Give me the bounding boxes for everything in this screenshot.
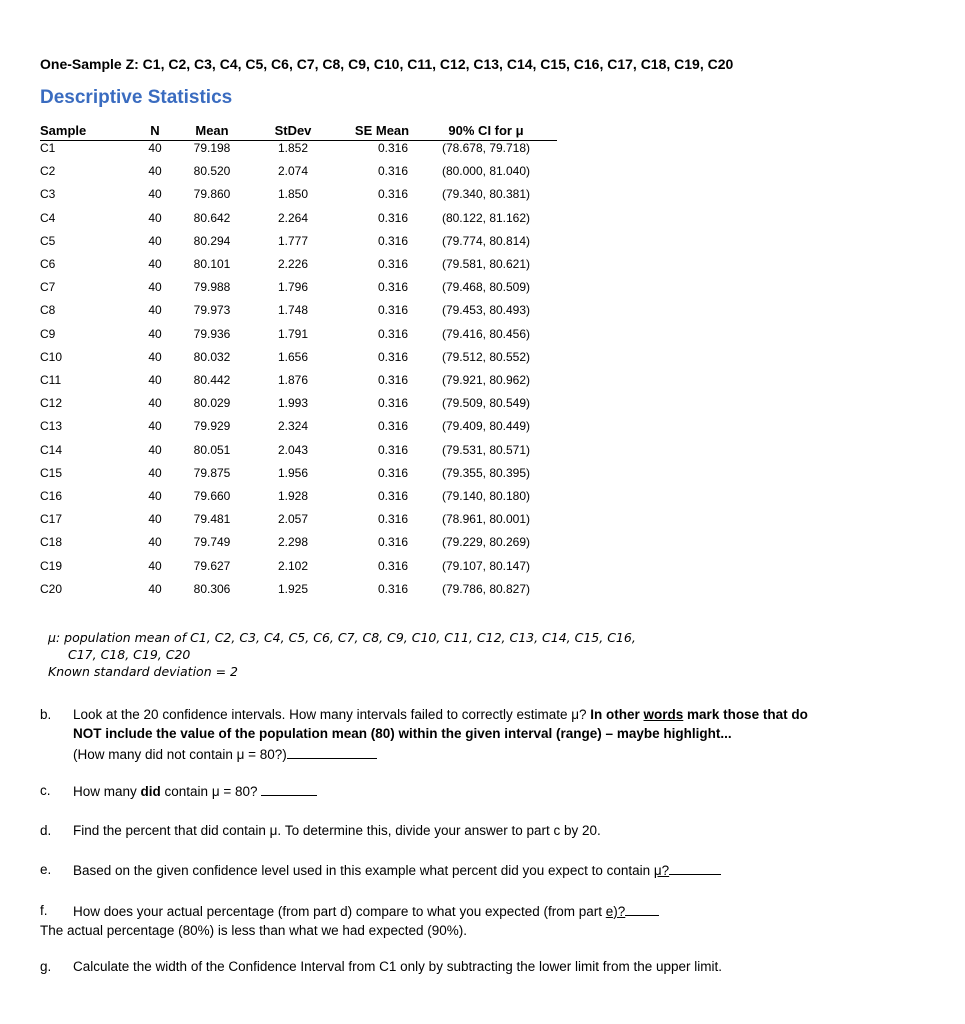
cell-n: 40 bbox=[148, 512, 162, 527]
table-row bbox=[0, 211, 965, 231]
cell-mean: 79.929 bbox=[193, 419, 231, 434]
cell-se-mean: 0.316 bbox=[377, 164, 409, 179]
cell-stdev: 1.796 bbox=[277, 280, 309, 295]
cell-mean: 79.973 bbox=[193, 303, 231, 318]
question-b-label: b. bbox=[40, 707, 52, 722]
cell-se-mean: 0.316 bbox=[377, 349, 409, 364]
cell-n: 40 bbox=[148, 233, 162, 248]
question-f-text: How does your actual percentage (from part d) compare to what you expected (from part bbox=[73, 904, 606, 919]
cell-n: 40 bbox=[148, 419, 162, 434]
cell-n: 40 bbox=[148, 303, 162, 318]
cell-ci: (79.509, 80.549) bbox=[441, 396, 531, 411]
table-row bbox=[0, 234, 965, 254]
cell-n: 40 bbox=[148, 465, 162, 480]
question-f-answer: The actual percentage (80%) is less than what we had expected (90%). bbox=[40, 923, 467, 938]
cell-stdev: 1.928 bbox=[277, 489, 309, 503]
cell-sample: C7 bbox=[40, 280, 56, 295]
cell-stdev: 1.925 bbox=[277, 581, 309, 596]
table-row bbox=[0, 489, 965, 509]
question-f-label: f. bbox=[40, 903, 48, 918]
cell-sample: C5 bbox=[40, 233, 56, 248]
cell-stdev: 1.876 bbox=[277, 373, 309, 387]
question-b-line3 bbox=[73, 746, 377, 762]
cell-sample: C14 bbox=[40, 442, 63, 457]
cell-ci: (79.581, 80.621) bbox=[441, 257, 531, 271]
cell-sample: C12 bbox=[40, 396, 63, 411]
cell-stdev: 2.074 bbox=[277, 164, 309, 179]
cell-n: 40 bbox=[148, 326, 162, 341]
cell-se-mean: 0.316 bbox=[377, 419, 409, 434]
table-row bbox=[0, 535, 965, 555]
table-row bbox=[0, 327, 965, 347]
cell-se-mean: 0.316 bbox=[377, 303, 409, 318]
cell-se-mean: 0.316 bbox=[377, 257, 409, 271]
cell-mean: 80.520 bbox=[193, 164, 231, 179]
cell-mean: 80.051 bbox=[193, 442, 231, 457]
cell-se-mean: 0.316 bbox=[377, 326, 409, 341]
question-d: Find the percent that did contain μ. To determine this, divide your answer to part c by 20. bbox=[73, 823, 601, 838]
cell-ci: (79.409, 80.449) bbox=[441, 419, 531, 434]
cell-sample: C19 bbox=[40, 558, 63, 573]
cell-ci: (80.000, 81.040) bbox=[441, 164, 531, 179]
cell-mean: 79.660 bbox=[193, 489, 231, 503]
cell-n: 40 bbox=[148, 442, 162, 457]
cell-mean: 80.029 bbox=[193, 396, 231, 411]
cell-sample: C20 bbox=[40, 581, 63, 596]
note-known-sd: Known standard deviation = 2 bbox=[48, 664, 238, 679]
header-mean: Mean bbox=[195, 123, 229, 138]
cell-mean: 79.627 bbox=[193, 558, 231, 573]
cell-mean: 79.936 bbox=[193, 326, 231, 341]
cell-stdev: 1.850 bbox=[277, 187, 309, 202]
answer-blank-e[interactable] bbox=[669, 862, 721, 875]
cell-ci: (79.774, 80.814) bbox=[441, 233, 531, 248]
cell-se-mean: 0.316 bbox=[377, 581, 409, 596]
table-row bbox=[0, 187, 965, 207]
cell-stdev: 1.956 bbox=[277, 465, 309, 480]
cell-stdev: 1.748 bbox=[277, 303, 309, 318]
cell-ci: (79.531, 80.571) bbox=[441, 442, 531, 457]
question-c-label: c. bbox=[40, 783, 51, 798]
cell-stdev: 2.102 bbox=[277, 558, 309, 573]
cell-se-mean: 0.316 bbox=[377, 373, 409, 387]
cell-sample: C11 bbox=[40, 373, 62, 387]
cell-se-mean: 0.316 bbox=[377, 187, 409, 202]
cell-sample: C17 bbox=[40, 512, 63, 527]
cell-sample: C13 bbox=[40, 419, 63, 434]
header-sample: Sample bbox=[40, 123, 87, 138]
cell-ci: (78.961, 80.001) bbox=[441, 512, 531, 527]
cell-se-mean: 0.316 bbox=[377, 141, 409, 155]
cell-ci: (79.229, 80.269) bbox=[441, 535, 531, 550]
cell-mean: 79.860 bbox=[193, 187, 231, 202]
cell-ci: (79.786, 80.827) bbox=[441, 581, 531, 596]
question-c-bold: did bbox=[140, 784, 161, 799]
cell-stdev: 2.324 bbox=[277, 419, 309, 434]
cell-se-mean: 0.316 bbox=[377, 558, 409, 573]
header-se-mean: SE Mean bbox=[354, 123, 410, 138]
cell-n: 40 bbox=[148, 280, 162, 295]
question-b-bold-underlined: words bbox=[643, 707, 684, 722]
cell-mean: 80.306 bbox=[193, 581, 231, 596]
cell-sample: C9 bbox=[40, 326, 56, 341]
cell-n: 40 bbox=[148, 396, 162, 411]
cell-stdev: 2.043 bbox=[277, 442, 309, 457]
cell-mean: 80.642 bbox=[193, 210, 231, 225]
cell-ci: (80.122, 81.162) bbox=[441, 210, 531, 225]
cell-n: 40 bbox=[148, 535, 162, 550]
cell-n: 40 bbox=[148, 489, 162, 503]
table-row bbox=[0, 280, 965, 300]
table-row bbox=[0, 257, 965, 277]
question-b-line2: NOT include the value of the population mean (80) within the given interval (range) – maybe highlight... bbox=[73, 726, 732, 741]
cell-n: 40 bbox=[148, 141, 162, 155]
question-c-text-b: contain μ = 80? bbox=[160, 784, 258, 799]
cell-stdev: 1.777 bbox=[277, 233, 309, 248]
cell-mean: 80.442 bbox=[193, 373, 231, 387]
table-row bbox=[0, 396, 965, 416]
cell-n: 40 bbox=[148, 210, 162, 225]
table-row bbox=[0, 582, 965, 602]
cell-ci: (79.107, 80.147) bbox=[441, 558, 531, 573]
table-row bbox=[0, 141, 965, 161]
question-b-bold-b: mark those that do bbox=[683, 707, 808, 722]
header-ci: 90% CI for μ bbox=[448, 123, 524, 138]
question-e-label: e. bbox=[40, 862, 52, 877]
cell-stdev: 1.852 bbox=[277, 141, 309, 155]
table-row bbox=[0, 559, 965, 579]
cell-stdev: 2.226 bbox=[277, 257, 309, 271]
cell-mean: 79.875 bbox=[193, 465, 231, 480]
question-g: Calculate the width of the Confidence Interval from C1 only by subtracting the lower limit from the upper limit. bbox=[73, 959, 723, 974]
table-row bbox=[0, 443, 965, 463]
question-e bbox=[73, 862, 721, 878]
table-row bbox=[0, 373, 965, 393]
question-d-label: d. bbox=[40, 823, 52, 838]
question-b-line1 bbox=[73, 707, 808, 722]
table-row bbox=[0, 303, 965, 323]
cell-se-mean: 0.316 bbox=[377, 210, 409, 225]
cell-sample: C2 bbox=[40, 164, 56, 179]
cell-n: 40 bbox=[148, 164, 162, 179]
answer-blank-f[interactable] bbox=[625, 903, 659, 916]
cell-n: 40 bbox=[148, 349, 162, 364]
output-heading: One-Sample Z: C1, C2, C3, C4, C5, C6, C7, C8, C9, C10, C11, C12, C13, C14, C15, C16, C17, C18, C19, C20 bbox=[40, 56, 734, 72]
cell-sample: C8 bbox=[40, 303, 56, 318]
cell-se-mean: 0.316 bbox=[377, 233, 409, 248]
cell-sample: C16 bbox=[40, 489, 63, 503]
cell-stdev: 1.791 bbox=[277, 326, 309, 341]
table-row bbox=[0, 466, 965, 486]
cell-ci: (79.140, 80.180) bbox=[441, 489, 531, 503]
cell-mean: 79.198 bbox=[193, 141, 231, 155]
cell-se-mean: 0.316 bbox=[377, 512, 409, 527]
cell-sample: C10 bbox=[40, 349, 63, 364]
cell-ci: (79.453, 80.493) bbox=[441, 303, 531, 318]
table-row bbox=[0, 164, 965, 184]
cell-se-mean: 0.316 bbox=[377, 442, 409, 457]
cell-mean: 80.294 bbox=[193, 233, 231, 248]
cell-stdev: 2.057 bbox=[277, 512, 309, 527]
question-g-label: g. bbox=[40, 959, 52, 974]
header-n: N bbox=[150, 123, 160, 138]
cell-stdev: 2.298 bbox=[277, 535, 309, 550]
cell-ci: (79.340, 80.381) bbox=[441, 187, 531, 202]
cell-sample: C15 bbox=[40, 465, 63, 480]
cell-stdev: 1.656 bbox=[277, 349, 309, 364]
cell-se-mean: 0.316 bbox=[377, 535, 409, 550]
cell-mean: 80.032 bbox=[193, 349, 231, 364]
note-mu-definition: μ: population mean of C1, C2, C3, C4, C5, C6, C7, C8, C9, C10, C11, C12, C13, C14, C15, C16, bbox=[48, 630, 636, 645]
answer-blank-b[interactable] bbox=[287, 746, 377, 759]
question-e-tail: μ? bbox=[653, 863, 670, 878]
table-row bbox=[0, 512, 965, 532]
answer-blank-c[interactable] bbox=[261, 783, 317, 796]
section-title: Descriptive Statistics bbox=[40, 87, 233, 108]
question-f-tail: e)? bbox=[605, 904, 626, 919]
cell-ci: (79.921, 80.962) bbox=[441, 373, 531, 387]
cell-sample: C3 bbox=[40, 187, 56, 202]
cell-n: 40 bbox=[148, 558, 162, 573]
cell-se-mean: 0.316 bbox=[377, 396, 409, 411]
cell-stdev: 2.264 bbox=[277, 210, 309, 225]
question-c-text-a: How many bbox=[73, 784, 141, 799]
header-stdev: StDev bbox=[274, 123, 312, 138]
question-c bbox=[73, 783, 317, 799]
cell-mean: 80.101 bbox=[193, 257, 231, 271]
cell-ci: (79.355, 80.395) bbox=[441, 465, 531, 480]
cell-se-mean: 0.316 bbox=[377, 280, 409, 295]
cell-ci: (79.416, 80.456) bbox=[441, 326, 531, 341]
cell-sample: C18 bbox=[40, 535, 63, 550]
cell-n: 40 bbox=[148, 257, 162, 271]
cell-se-mean: 0.316 bbox=[377, 465, 409, 480]
cell-mean: 79.988 bbox=[193, 280, 231, 295]
note-mu-definition-cont: C17, C18, C19, C20 bbox=[68, 647, 191, 662]
question-e-text: Based on the given confidence level used in this example what percent did you expect to contain bbox=[73, 863, 654, 878]
cell-ci: (78.678, 79.718) bbox=[441, 141, 531, 155]
cell-se-mean: 0.316 bbox=[377, 489, 409, 503]
question-b-bold-a: In other bbox=[590, 707, 644, 722]
cell-sample: C1 bbox=[40, 141, 56, 155]
question-b-prompt: (How many did not contain μ = 80?) bbox=[73, 747, 287, 762]
table-row bbox=[0, 350, 965, 370]
cell-mean: 79.749 bbox=[193, 535, 231, 550]
cell-n: 40 bbox=[148, 581, 162, 596]
cell-stdev: 1.993 bbox=[277, 396, 309, 411]
cell-ci: (79.468, 80.509) bbox=[441, 280, 531, 295]
cell-n: 40 bbox=[148, 373, 162, 387]
cell-sample: C6 bbox=[40, 257, 56, 271]
cell-mean: 79.481 bbox=[193, 512, 231, 527]
question-f bbox=[73, 903, 659, 919]
question-b-text: Look at the 20 confidence intervals. How many intervals failed to correctly estimate μ? bbox=[73, 707, 591, 722]
table-row bbox=[0, 419, 965, 439]
cell-sample: C4 bbox=[40, 210, 56, 225]
cell-n: 40 bbox=[148, 187, 162, 202]
cell-ci: (79.512, 80.552) bbox=[441, 349, 531, 364]
